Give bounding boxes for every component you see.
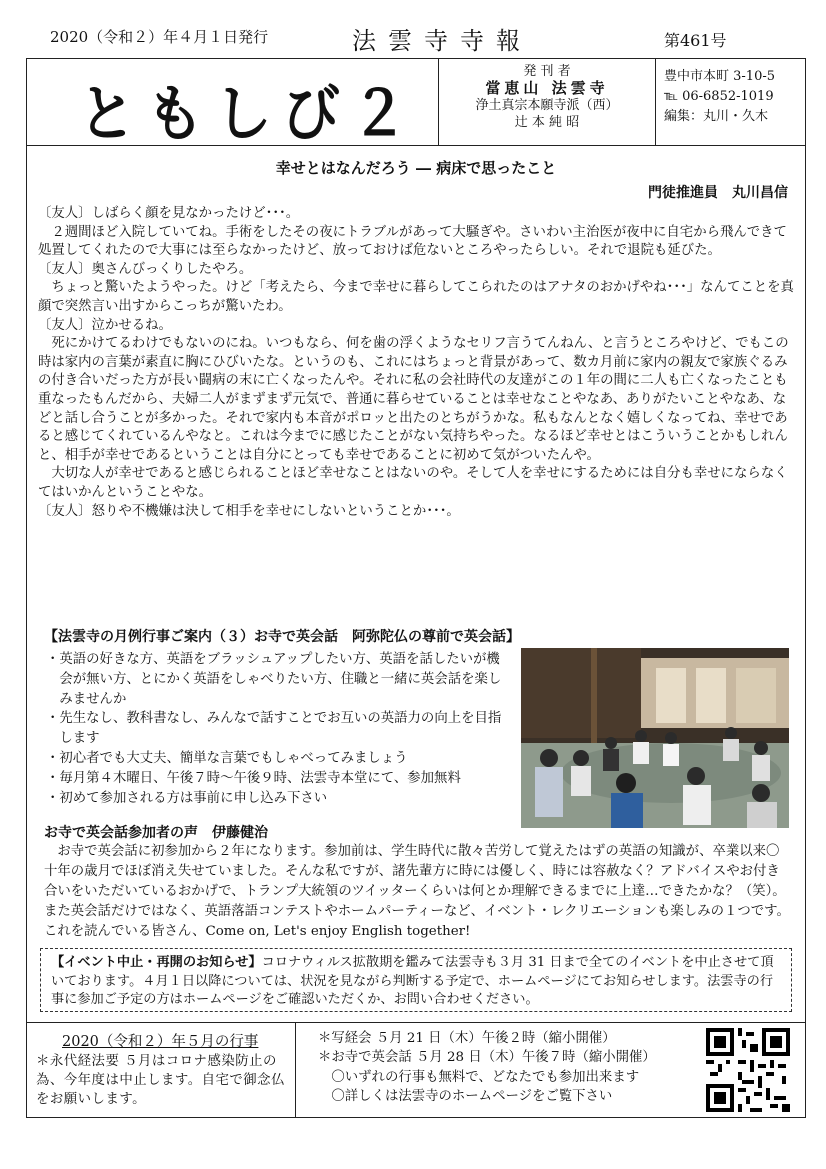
bullet-item: ・英語の好きな方、英語をブラッシュアップしたい方、英語を話したいが機会が無い方、とにかく英語をしゃべりたい方、住職と一緒に英会話を楽しみませんか	[46, 652, 502, 707]
article-paragraph: ちょっと驚いたようやった。けど「考えたら、今まで幸せに暮らしてこられたのはアナタのおかげやね･･･」なんてことを真顔で突然言い出すからこっちが驚いたわ。	[38, 280, 794, 314]
address: 豊中市本町 3-10-5	[664, 69, 776, 84]
notice-text: コロナウィルス拡散期を鑑みて法雲寺も３月 31 日まで全てのイベントを中止させて頂いております。４月１日以降については、状況を見ながら判断する予定で、ホームページにてお知らせします。法雲寺の行事に参加ご予定の方はホームページをご確認いただくか、お問い合わせください。	[51, 955, 774, 1008]
event-item: 〇詳しくは法雲寺のホームページをご覧下さい	[318, 1089, 613, 1105]
temple-name: 當恵山 法雲寺	[485, 79, 609, 97]
priest-name: 辻 本 純 昭	[514, 115, 580, 130]
article-paragraph: 〔友人〕怒りや不機嫌は決して相手を幸せにしないということか･･･。	[38, 503, 460, 519]
event-list	[318, 1029, 656, 1107]
schedule-divider	[26, 1022, 806, 1023]
article-author: 門徒推進員 丸川昌信	[648, 185, 788, 201]
bullet-item: ・毎月第４木曜日、午後７時～午後９時、法雲寺本堂にて、参加無料	[46, 770, 461, 786]
publisher-block	[440, 63, 654, 131]
article-paragraph: 〔友人〕泣かせるね。	[38, 317, 172, 333]
schedule-title: 2020（令和２）年５月の行事	[62, 1034, 259, 1050]
publisher-label: 発 刊 者	[523, 64, 571, 79]
event-item: ＊お寺で英会話 ５月 28 日（木）午後７時（縮小開催）	[318, 1050, 656, 1066]
masthead-vline-1	[438, 58, 439, 145]
schedule-note: ＊永代経法要 ５月はコロナ感染防止の為、今年度は中止します。自宅で御念仏をお願いします。	[36, 1054, 285, 1107]
article-title: 幸せとはなんだろう ― 病床で思ったこと	[275, 159, 557, 177]
english-class-photo	[521, 648, 789, 828]
article-paragraph: 大切な人が幸せであると感じられることほど幸せなことはないのや。そして人を幸せにするためには自分も幸せにならなくてはいかんということやな。	[38, 466, 788, 500]
bullet-item: ・先生なし、教科書なし、みんなで話すことでお互いの英語力の向上を目指します	[46, 711, 502, 747]
article-paragraph: 〔友人〕奥さんびっくりしたやろ。	[38, 261, 253, 277]
bullet-item: ・初めて参加される方は事前に申し込み下さい	[46, 790, 328, 806]
issue-date: 2020（令和２）年４月１日発行	[50, 28, 269, 46]
telephone: ℡ 06-6852-1019	[664, 89, 774, 104]
sect-name: 浄土真宗本願寺派（西）	[475, 98, 619, 113]
event-item: 〇いずれの行事も無料で、どなたでも参加出来ます	[318, 1069, 640, 1085]
article-paragraph: 〔友人〕しばらく顔を見なかったけど･･･。	[38, 206, 300, 221]
masthead-logo: ともしび２	[78, 77, 419, 149]
english-section-title: 【法雲寺の月例行事ご案内（３）お寺で英会話 阿弥陀仏の尊前で英会話】	[44, 629, 520, 645]
article-paragraph: ２週間ほど入院していてね。手術をしたその夜にトラブルがあって大騒ぎや。さいわい主治医が夜中に自宅から飛んできて処置してくれたので大事には至らなかったけど、放っておけば危ないところやったらしい。それで退院も延びた。	[38, 224, 787, 259]
qr-code-icon	[706, 1028, 790, 1112]
newsletter-title: 法雲寺寺報	[352, 27, 532, 55]
article-paragraph: 死にかけてるわけでもないのにね。いつもなら、何を歯の浮くようなセリフ言うてんねん、と言うところやけど、でもこの時は家内の言葉が素直に胸にひびいたな。というのも、これにはちょっと背景があって、数カ月前に家内の親友で家族ぐるみの付き合いだった方が長い闘病の末に亡くなったんや。それに私の会社時代の友達がこの１年の間に二人も亡くなったことも重なったもんだから、夫婦二人がまずまず元気で、普通に暮らせていることは幸せなことやなあ、ありがたいことやなあ、などと話し合うことが多かった。それで家内も本音がポロッと出たのとちがうかな。私もなんとなく嬉しくなってね、幸せであると感じてくれているんやなと。これは今までに感じたことがない気持ちやった。なるほど幸せとはこういうことかもしれんと、相手が幸せであるということは自分にとっても幸せであることに初めて気がついたんや。	[38, 336, 789, 463]
notice-box	[40, 948, 792, 1012]
contact-block	[664, 67, 775, 127]
article-body	[38, 205, 794, 521]
schedule-vline	[295, 1022, 296, 1118]
editors: 編集：丸川・久木	[664, 109, 769, 124]
notice-label: 【イベント中止・再開のお知らせ】	[51, 955, 262, 970]
voice-text: お寺で英会話に初参加から２年になります。参加前は、学生時代に散々苦労して覚えたはずの英語の知識が、卒業以来〇十年の歳月でほぼ消え失せていました。そんな私ですが、諸先輩方に時には優しく、時には容赦なく？アドバイスやお付き合いをいただいているおかげで、トランプ大統領のツイッターくらいは何とか理解できるまでに上達…できたかな？（笑）。また英会話だけではなく、英語落語コンテストやホームパーティーなど、イベント・レクリエーションも楽しみの１つです。これを読んでいる皆さん、Come on, Let's enjoy English together!	[44, 844, 790, 939]
voice-title: お寺で英会話参加者の声 伊藤健治	[44, 825, 268, 841]
bullet-item: ・初心者でも大丈夫、簡単な言葉でもしゃべってみましょう	[46, 750, 408, 766]
masthead-vline-2	[655, 58, 656, 145]
event-item: ＊写経会 ５月 21 日（木）午後２時（縮小開催）	[318, 1031, 616, 1046]
english-bullets	[46, 650, 506, 808]
issue-number: 第461号	[664, 31, 727, 50]
